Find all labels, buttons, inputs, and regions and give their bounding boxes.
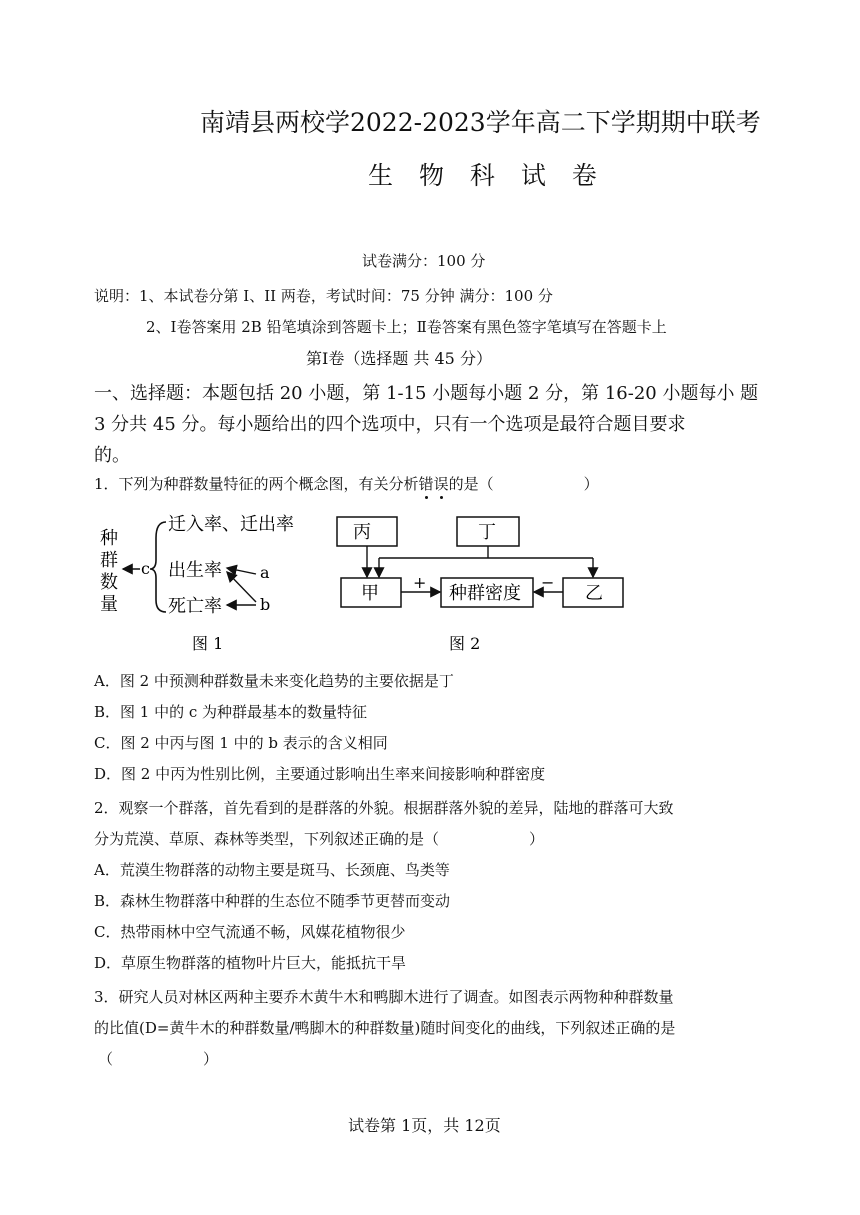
fig1-item-death: 死亡率 [168, 596, 222, 617]
q1-stem-close: ） [583, 475, 599, 493]
q1-option-b: B．图 1 中的 c 为种群最基本的数量特征 [94, 703, 368, 721]
q2-option-a: A．荒漠生物群落的动物主要是斑马、长颈鹿、鸟类等 [94, 861, 450, 879]
question-3-stem-line3 [98, 1048, 218, 1069]
fig1-label-shu: 数 [100, 572, 118, 593]
fig1-item-migration: 迁入率、迁出率 [168, 514, 294, 535]
figure-2-concept-map [333, 512, 628, 657]
section-intro-line2: 3 分共 45 分。每小题给出的四个选项中，只有一个选项是最符合题目要求 [94, 414, 686, 435]
fig2-jia: 甲 [361, 583, 379, 604]
fig2-minus: − [541, 573, 555, 592]
fig2-density: 种群密度 [449, 583, 521, 604]
subject-title: 生 物 科 试 卷 [368, 161, 606, 190]
fig2-yi: 乙 [585, 583, 603, 604]
fig1-brace [150, 522, 166, 612]
instruction-2: 2、Ⅰ卷答案用 2B 铅笔填涂到答题卡上；Ⅱ卷答案有黑色签字笔填写在答题卡上 [146, 318, 667, 336]
instruction-1: 说明：1、本试卷分第 I、II 两卷，考试时间：75 分钟 满分：100 分 [94, 287, 553, 305]
question-2-stem-line1: 2．观察一个群落，首先看到的是群落的外貌。根据群落外貌的差异，陆地的群落可大致 [94, 799, 674, 817]
q3-stem-close: ） [203, 1050, 219, 1068]
fig1-label-qun: 群 [100, 550, 118, 571]
q1-emph-char-2: 误 [433, 475, 449, 493]
fig1-label-liang: 量 [100, 594, 118, 615]
q2-option-d: D．草原生物群落的植物叶片巨大，能抵抗干旱 [94, 954, 407, 972]
q3-stem-open: （ [98, 1050, 114, 1068]
fig2-ding: 丁 [478, 522, 496, 543]
q1-stem-post: 的是（ [448, 475, 494, 493]
fig1-item-birth: 出生率 [168, 560, 222, 581]
q1-option-d: D．图 2 中丙为性别比例，主要通过影响出生率来间接影响种群密度 [94, 765, 546, 783]
section-intro-line3: 的。 [94, 445, 130, 466]
page-footer: 试卷第 1页，共 12页 [348, 1116, 501, 1135]
q2-stem-close: ） [529, 830, 545, 848]
q2-option-c: C．热带雨林中空气流通不畅，风媒花植物很少 [94, 923, 406, 941]
section-title: 第Ⅰ卷（选择题 共 45 分） [306, 349, 492, 368]
exam-title: 南靖县两校学2022-2023学年高二下学期期中联考 [200, 108, 761, 137]
fig2-bing: 丙 [353, 522, 371, 543]
fig1-arrow-a [227, 568, 256, 574]
question-3-stem-line1: 3．研究人员对林区两种主要乔木黄牛木和鸭脚木进行了调查。如图表示两物种种群数量 [94, 988, 674, 1006]
question-2-stem-line2 [94, 828, 544, 849]
fig1-caption: 图 1 [192, 634, 224, 653]
q1-emph-char-1: 错 [418, 475, 434, 493]
figure-1-concept-map [96, 508, 316, 656]
q1-option-c: C．图 2 中丙与图 1 中的 b 表示的含义相同 [94, 734, 388, 752]
fig1-a: a [260, 563, 270, 582]
fig1-label-zhong: 种 [100, 528, 118, 549]
question-1-stem [94, 473, 599, 494]
fig1-c: c [141, 559, 150, 578]
fig1-b: b [260, 595, 271, 614]
fig2-caption: 图 2 [449, 634, 481, 653]
question-3-stem-line2: 的比值(D=黄牛木的种群数量/鸭脚木的种群数量)随时间变化的曲线，下列叙述正确的是 [94, 1019, 676, 1037]
q2-stem-line2-text: 分为荒漠、草原、森林等类型，下列叙述正确的是（ [94, 830, 440, 848]
fig1-arrow-b-birth [227, 572, 256, 602]
fig2-plus: + [413, 573, 427, 592]
section-intro-line1: 一、选择题：本题包括 20 小题，第 1-15 小题每小题 2 分，第 16-20 小题每小 题 [94, 383, 759, 404]
q1-option-a: A．图 2 中预测种群数量未来变化趋势的主要依据是丁 [94, 672, 454, 690]
q2-option-b: B．森林生物群落中种群的生态位不随季节更替而变动 [94, 892, 451, 910]
full-score: 试卷满分：100 分 [362, 252, 486, 270]
q1-stem-pre: 1．下列为种群数量特征的两个概念图，有关分析 [94, 475, 419, 493]
